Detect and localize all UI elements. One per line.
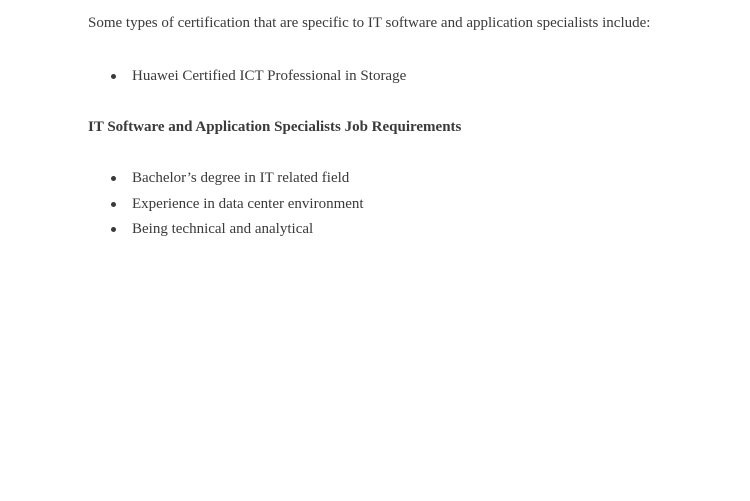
bullet-icon (111, 74, 116, 79)
intro-paragraph: Some types of certification that are specific to IT software and application specialists include: (88, 15, 651, 31)
requirement-text: Bachelor’s degree in IT related field (132, 170, 350, 186)
certifications-list (88, 67, 406, 93)
list-item (88, 195, 364, 221)
list-item (88, 169, 364, 195)
requirement-text: Experience in data center environment (132, 195, 364, 212)
list-item (88, 67, 406, 93)
section-heading: IT Software and Application Specialists Job Requirements (88, 119, 462, 135)
bullet-icon (111, 227, 116, 232)
certification-text: Huawei Certified ICT Professional in Storage (132, 68, 407, 84)
requirement-text: Being technical and analytical (132, 221, 314, 237)
list-item (88, 220, 364, 246)
requirements-list (88, 169, 364, 246)
bullet-icon (111, 176, 116, 181)
bullet-icon (111, 202, 116, 207)
